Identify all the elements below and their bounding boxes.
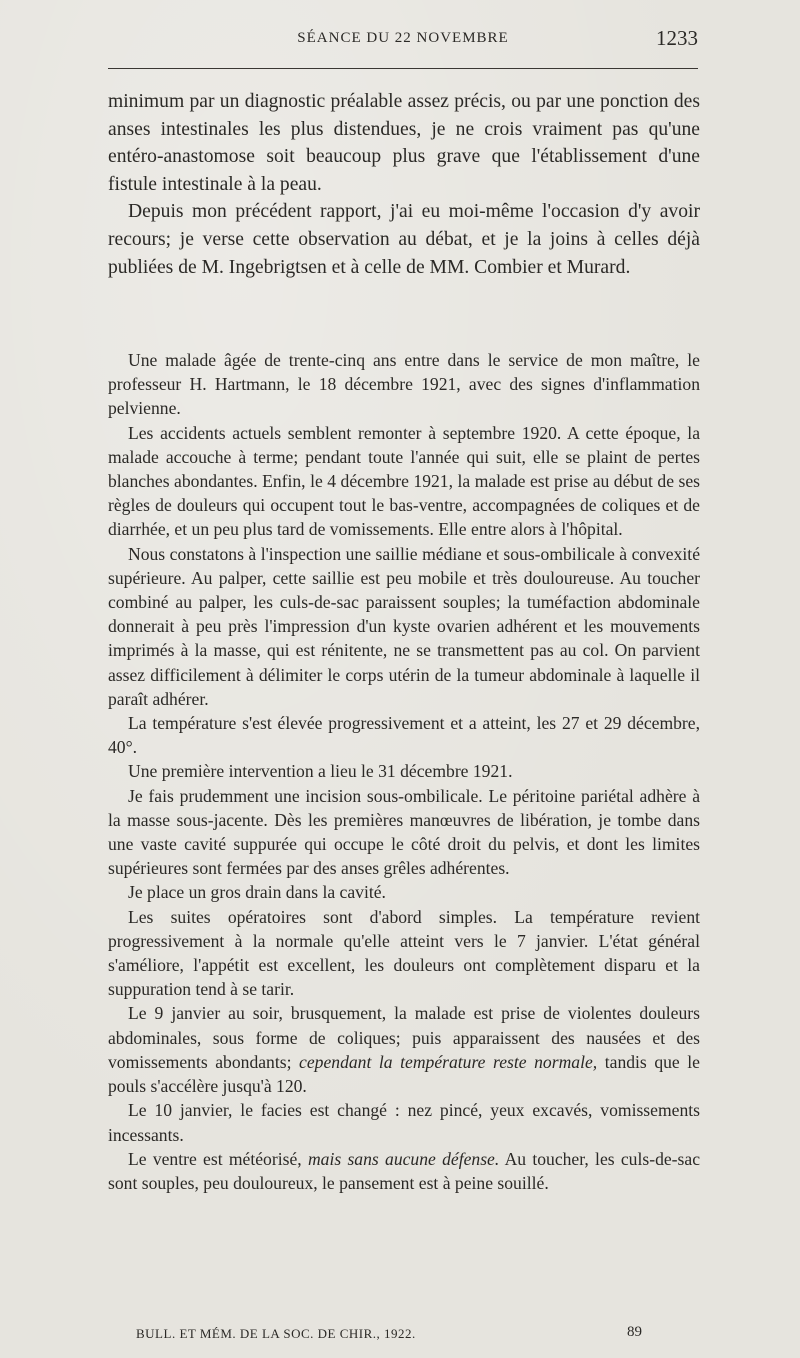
page-footer — [136, 1322, 656, 1346]
case-paragraph-9-end: tandis que le pouls s'accélère jusqu'à 120. — [108, 1051, 700, 1097]
running-head — [108, 26, 698, 52]
case-paragraph-2: Les accidents actuels semblent remonter à septembre 1920. A cette époque, la malade accouche à terme; pendant toute l'année qui suit, elle se plaint de pertes blanches abondantes. Enfin, le 4 décembre 1921, la malade est prise au début de ses règles de douleurs qui occupent tout le bas-ventre, accompagnées de coliques et de diarrhée, et un peu plus tard de vomissements. Elle entre alors à l'hôpital. — [108, 422, 700, 540]
case-paragraph-1: Une malade âgée de trente-cinq ans entre dans le service de mon maître, le professeur H. Hartmann, le 18 décembre 1921, avec des signes d'inflammation pelvienne. — [108, 350, 700, 419]
case-paragraph-6: Je fais prudemment une incision sous-ombilicale. Le péritoine pariétal adhère à la masse sous-jacente. Dès les premières manœuvres de libération, je tombe dans une vaste cavité suppurée qui occupe le côté droit du pelvis, et dont les limites supérieures sont fermées par des anses grêles adhérentes. — [108, 785, 700, 879]
case-paragraph-11-end: Au toucher, les culs-de-sac sont souples, peu douloureux, le pansement est à peine souillé. — [108, 1148, 700, 1193]
case-paragraph-11-start: Le ventre est météorisé, — [128, 1148, 302, 1169]
case-report — [108, 348, 700, 1195]
case-paragraph-9-italic: cependant la température reste normale, — [299, 1051, 598, 1072]
case-paragraph-8: Les suites opératoires sont d'abord simples. La température revient progressivement à la normale qu'elle atteint vers le 7 janvier. L'état général s'améliore, l'appétit est excellent, les douleurs ont complètement disparu et la suppuration tend à se tarir. — [108, 906, 700, 1000]
case-paragraph-9 — [108, 1001, 700, 1098]
paragraph-continuation: minimum par un diagnostic préalable assez précis, ou par une ponction des anses intestinales les plus distendues, je ne crois vraiment pas qu'une entéro-anastomose soit beaucoup plus grave que l'établissement d'une fistule intestinale à la peau. — [108, 91, 700, 195]
case-paragraph-10: Le 10 janvier, le facies est changé : nez pincé, yeux excavés, vomissements incessants. — [108, 1100, 700, 1145]
case-paragraph-5: Une première intervention a lieu le 31 décembre 1921. — [128, 761, 513, 782]
case-paragraph-11 — [108, 1147, 700, 1195]
case-paragraph-9-start: Le 9 janvier au soir, brusquement, la malade est prise de violentes douleurs abdominales, sous forme de coliques; puis apparaissent des nausées et des vomissements abondants; — [108, 1003, 700, 1072]
main-text — [108, 88, 700, 281]
case-paragraph-11-italic: mais sans aucune défense. — [307, 1148, 500, 1169]
journal-reference: BULL. ET MÉM. DE LA SOC. DE CHIR., 1922. — [136, 1326, 416, 1341]
running-title: SÉANCE DU 22 NOVEMBRE — [297, 30, 509, 46]
case-paragraph-3: Nous constatons à l'inspection une saillie médiane et sous-ombilicale à convexité supérieure. Au palper, cette saillie est peu mobile et très douloureuse. Au toucher combiné au palper, les culs-de-sac paraissent souples; la tuméfaction abdominale donnerait à peu près l'impression d'un kyste ovarien adhérent et les mouvements imprimés à la masse, qui est rénitente, ne se transmettent pas au col. On parvient assez difficilement à délimiter le corps utérin de la tumeur abdominale à laquelle il paraît adhérer. — [108, 543, 700, 709]
case-paragraph-4: La température s'est élevée progressivement et a atteint, les 27 et 29 décembre, 40°. — [108, 713, 700, 758]
header-rule — [108, 68, 698, 69]
page-number: 1233 — [656, 26, 698, 50]
case-paragraph-7: Je place un gros drain dans la cavité. — [128, 882, 386, 903]
paragraph-report-reference: Depuis mon précédent rapport, j'ai eu moi-même l'occasion d'y avoir recours; je verse cette observation au débat, et je la joins à celles déjà publiées de M. Ingebrigtsen et à celle de MM. Combier et Murard. — [108, 201, 700, 278]
signature-number: 89 — [627, 1324, 642, 1340]
